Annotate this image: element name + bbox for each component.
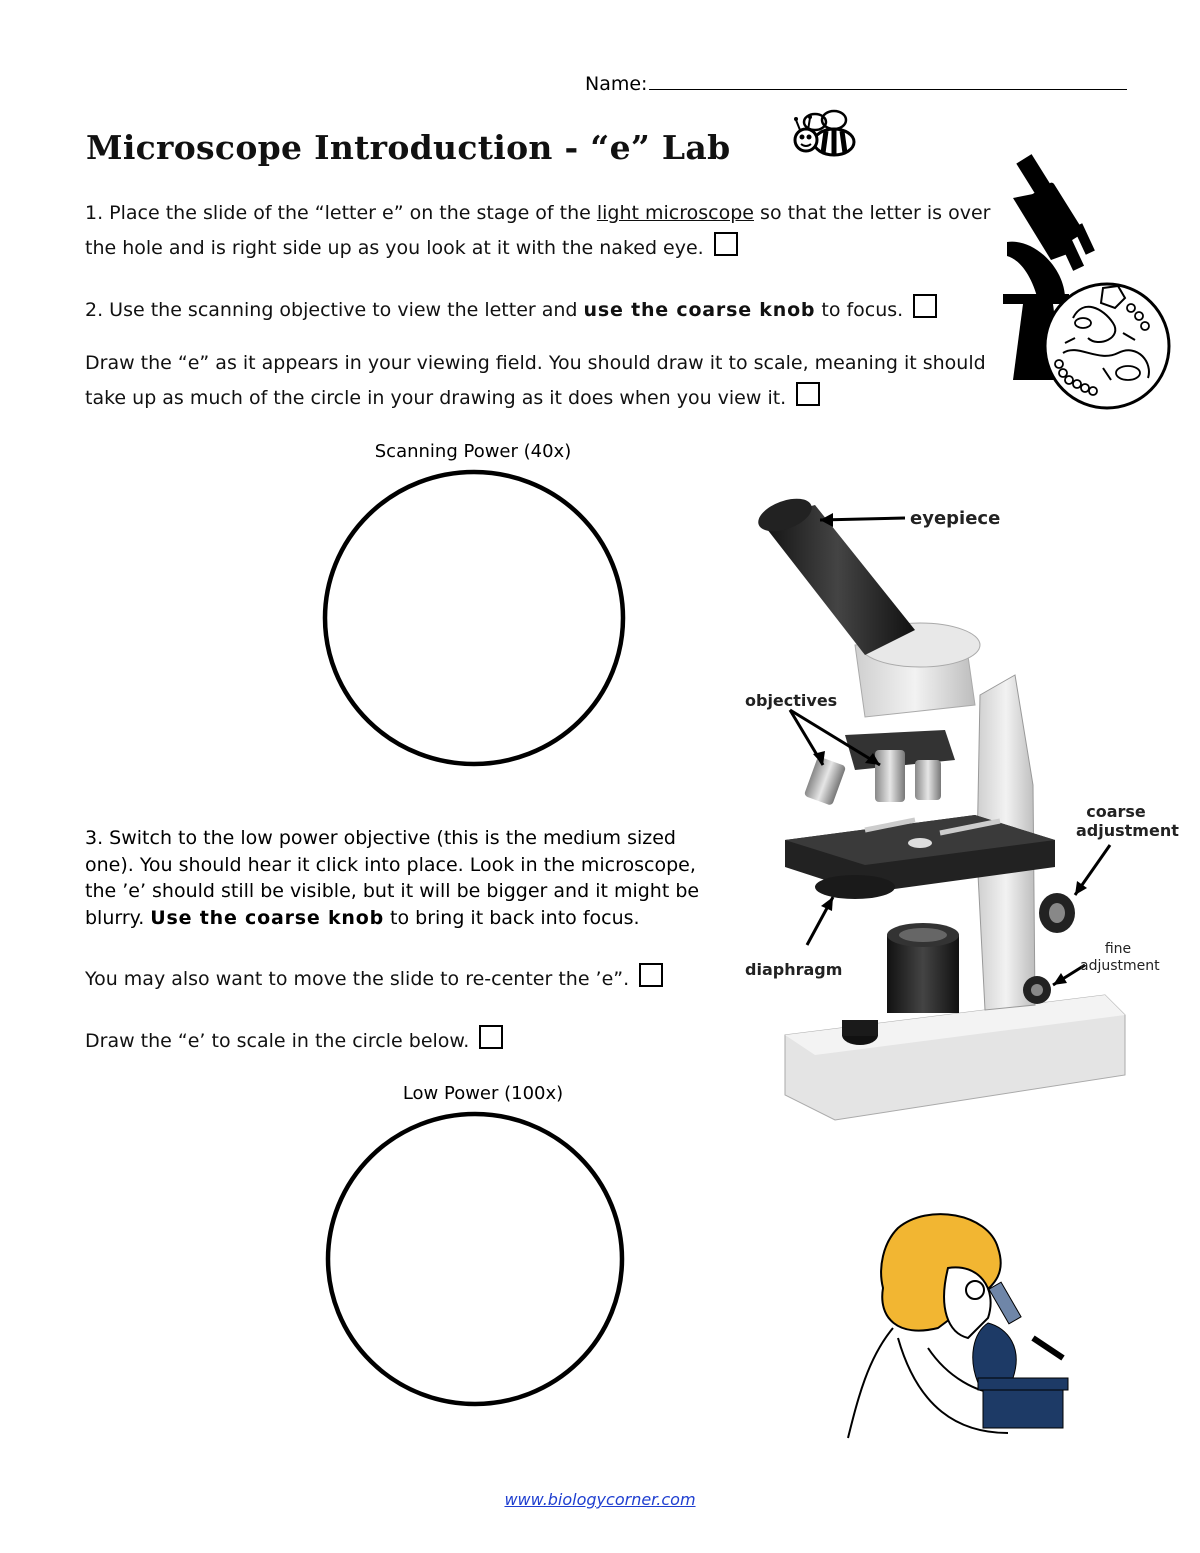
name-blank[interactable] <box>649 72 1127 90</box>
step-1-text-a: 1. Place the slide of the “letter e” on the stage of the <box>85 202 597 224</box>
name-field[interactable] <box>585 72 1127 95</box>
footer-link[interactable]: www.biologycorner.com <box>504 1490 696 1509</box>
draw-2-checkbox[interactable] <box>479 1025 503 1049</box>
step-2-text-a: 2. Use the scanning objective to view the letter and <box>85 299 584 321</box>
draw-2-text: Draw the “e’ to scale in the circle below. <box>85 1030 470 1052</box>
draw-1-line-1: Draw the “e” as it appears in your viewing field. You should draw it to scale, meaning it should <box>85 352 986 374</box>
draw-1-text: take up as much of the circle in your drawing as it does when you view it. <box>85 387 787 409</box>
scanning-power-circle[interactable] <box>320 465 630 771</box>
step-1-line-2 <box>85 231 1005 266</box>
step-3-checkbox[interactable] <box>639 963 663 987</box>
circle-2-label: Low Power (100x) <box>402 1083 564 1104</box>
label-eyepiece: eyepiece <box>910 508 1001 529</box>
label-coarse-adjustment <box>1076 802 1179 840</box>
label-coarse-1: coarse <box>1086 802 1146 821</box>
step-3-text-c: You may also want to move the slide to re-center the ’e”. <box>85 968 630 990</box>
label-objectives: objectives <box>745 691 838 710</box>
step-2 <box>85 293 1005 328</box>
step-3-text-b: to bring it back into focus. <box>383 906 640 929</box>
label-fine-1: fine <box>1104 941 1132 957</box>
name-label: Name: <box>585 73 648 95</box>
step-3-recenter <box>85 962 725 997</box>
step-3-text-a: 3. Switch to the low power objective (this is the medium sized one). You should hear it click into place. Look in the microscope, the ’e’ should still be visible, but it will be bigger and it might be blurry. <box>85 827 700 929</box>
page-title: Microscope Introduction - “e” Lab <box>86 128 731 167</box>
step-1 <box>85 196 1005 231</box>
step-1-text-b: so that the letter is over <box>754 202 991 224</box>
label-diaphragm: diaphragm <box>745 960 843 979</box>
light-microscope-term: light microscope <box>596 202 754 224</box>
microscope-clipart-icon <box>1003 148 1175 416</box>
low-power-circle[interactable] <box>322 1106 628 1412</box>
step-1-checkbox[interactable] <box>714 232 738 256</box>
draw-2 <box>85 1024 725 1059</box>
step-3-bold: Use the coarse knob <box>150 906 384 929</box>
step-1-text-c: the hole and is right side up as you look at it with the naked eye. <box>85 237 704 259</box>
circle-1-label: Scanning Power (40x) <box>374 441 572 462</box>
step-3 <box>85 825 710 931</box>
label-fine-2: adjustment <box>1080 958 1160 974</box>
label-fine-adjustment <box>1080 941 1160 975</box>
scientist-clipart-icon <box>838 1208 1078 1444</box>
step-2-bold: use the coarse knob <box>583 299 816 321</box>
draw-1-checkbox[interactable] <box>796 382 820 406</box>
step-2-checkbox[interactable] <box>913 294 937 318</box>
step-2-text-b: to focus. <box>815 299 904 321</box>
draw-1-line-2 <box>85 381 1015 416</box>
bee-icon <box>790 106 862 160</box>
label-coarse-2: adjustment <box>1076 821 1179 840</box>
